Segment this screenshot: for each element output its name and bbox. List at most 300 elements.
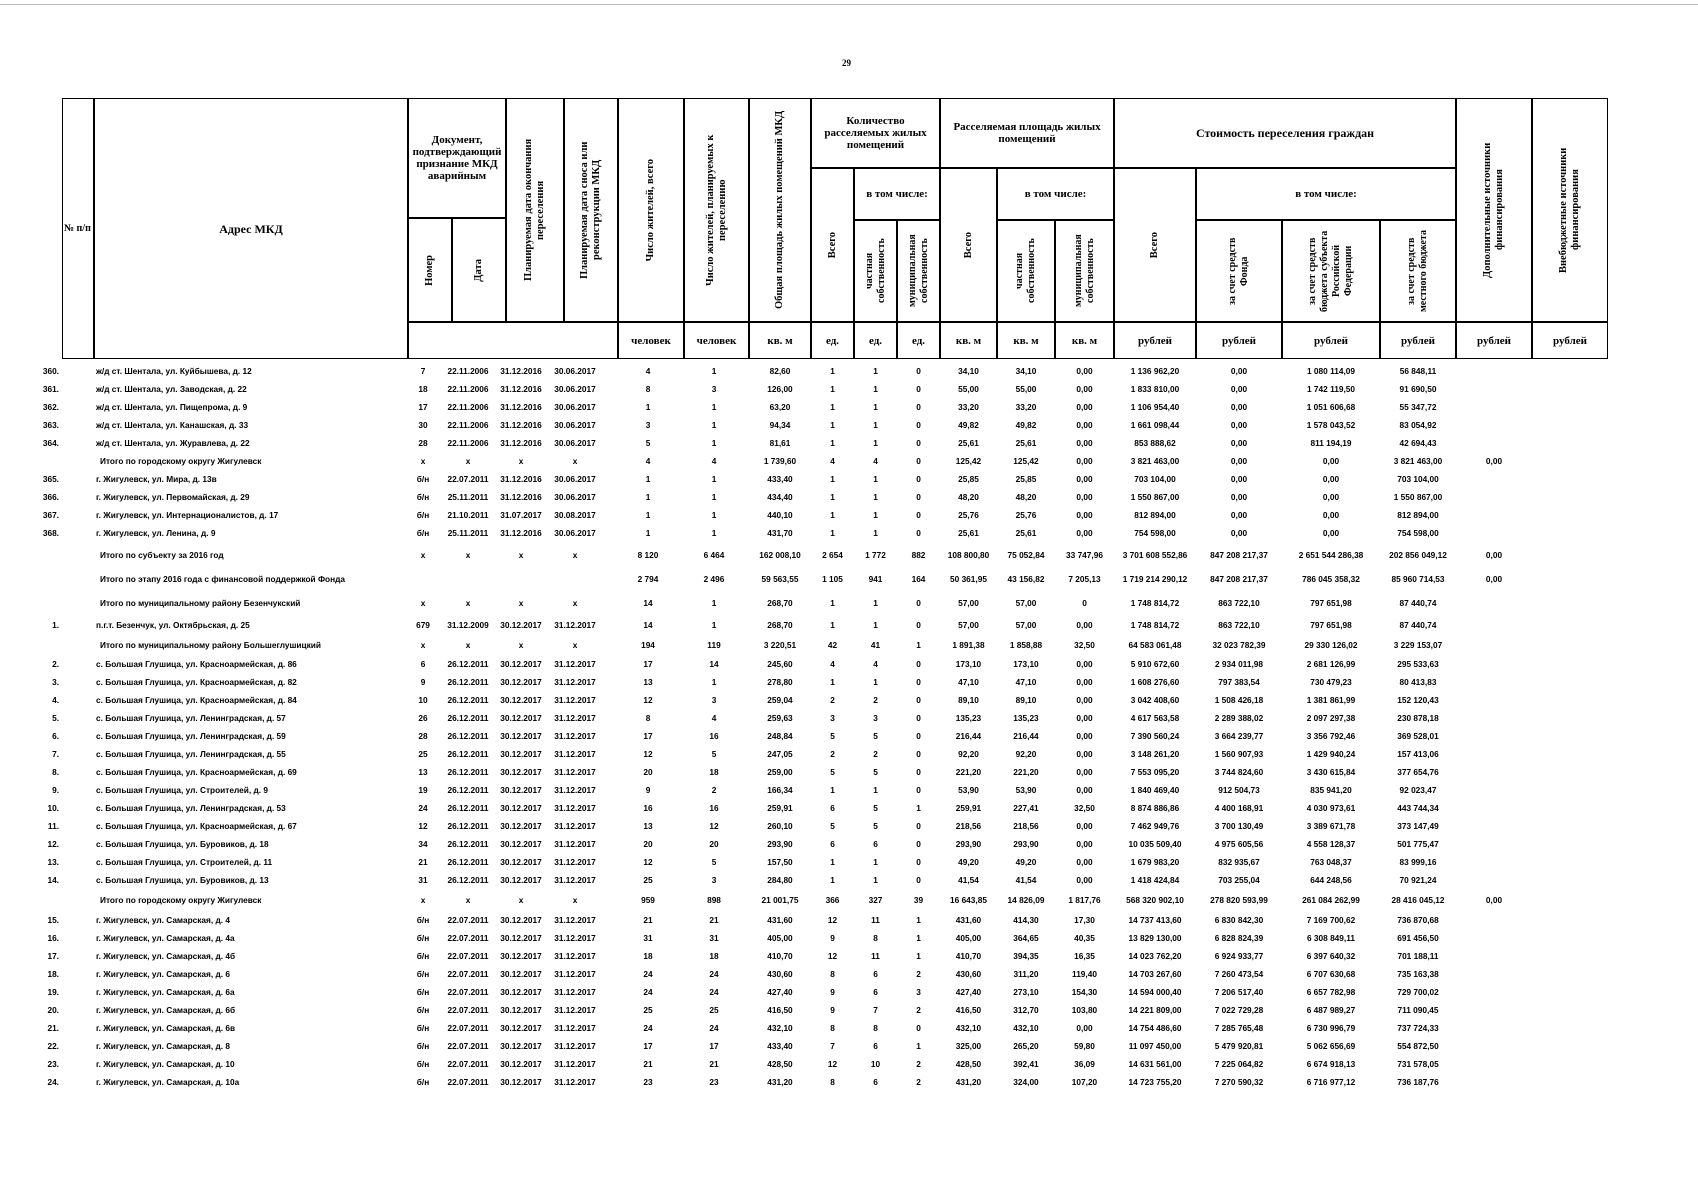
cell-rp: 4 — [711, 456, 717, 466]
cell-cs: 1 051 606,68 — [1306, 402, 1356, 412]
cell-date: 22.07.2011 — [447, 1077, 489, 1087]
cell-cf: 0,00 — [1230, 402, 1248, 412]
cell-cs: 6 397 640,32 — [1306, 951, 1356, 961]
row-address: г. Жигулевск, ул. Самарская, д. 6б — [96, 1005, 236, 1015]
cell-cl: 735 163,38 — [1397, 969, 1439, 979]
row-address: с. Большая Глушица, ул. Буровиков, д. 13 — [96, 875, 269, 885]
cell-pm: 0 — [916, 749, 921, 759]
cell-cs: 811 194,19 — [1310, 438, 1352, 448]
cell-pm: 0 — [916, 366, 921, 376]
cell-at: 325,00 — [955, 1041, 982, 1051]
cell-date: 26.12.2011 — [447, 731, 489, 741]
cell-demo: 31.12.2017 — [554, 987, 596, 997]
cell-cs: 0,00 — [1322, 528, 1340, 538]
table-row — [52, 729, 1622, 747]
cell-pm: 1 — [916, 803, 921, 813]
cell-ta: 260,10 — [767, 821, 793, 831]
cell-date: 22.07.2011 — [447, 915, 489, 925]
cell-ct: 7 462 949,76 — [1130, 821, 1180, 831]
header-cost-total: Всего — [1114, 168, 1196, 322]
row-number: 362. — [42, 402, 59, 412]
cell-ad: 0,00 — [1485, 550, 1503, 560]
cell-end: x — [518, 895, 524, 905]
unit-cost-total: рублей — [1114, 322, 1196, 359]
row-number: 363. — [42, 420, 59, 430]
cell-ct: 1 136 962,20 — [1130, 366, 1180, 376]
cell-pm: 0 — [916, 510, 921, 520]
cell-am: 0,00 — [1076, 474, 1093, 484]
cell-cf: 863 722,10 — [1218, 598, 1260, 608]
table-row — [47, 1039, 1622, 1057]
table-row — [52, 618, 1622, 636]
table-row — [47, 801, 1622, 819]
cell-at: 431,20 — [955, 1077, 982, 1087]
cell-pp: 1 772 — [865, 550, 886, 560]
cell-ta: 245,60 — [767, 659, 793, 669]
cell-no: б/н — [416, 969, 430, 979]
cell-end: 31.12.2016 — [500, 492, 542, 502]
cell-rp: 31 — [709, 933, 719, 943]
cell-date: 26.12.2011 — [447, 857, 489, 867]
row-number: 360. — [42, 366, 59, 376]
cell-ta: 431,20 — [767, 1077, 793, 1087]
cell-cf: 0,00 — [1230, 492, 1248, 502]
cell-pm: 0 — [916, 767, 921, 777]
cell-date: 22.07.2011 — [447, 969, 489, 979]
cell-pp: 6 — [873, 1077, 878, 1087]
cell-end: 30.12.2017 — [500, 785, 542, 795]
cell-pc: 1 — [830, 677, 835, 687]
header-area-resettled: Расселяемая площадь жилых помещений — [940, 98, 1114, 168]
cell-end: 31.07.2017 — [500, 510, 542, 520]
cell-cs: 3 356 792,46 — [1306, 731, 1356, 741]
table-row — [47, 819, 1622, 837]
row-number: 10. — [47, 803, 59, 813]
cell-pp: 1 — [873, 492, 878, 502]
cell-pc: 1 — [830, 438, 835, 448]
cell-rp: 3 — [711, 384, 717, 394]
unit-cost-local: рублей — [1380, 322, 1456, 359]
row-number: 18. — [47, 969, 59, 979]
cell-ct: 5 910 672,60 — [1130, 659, 1180, 669]
cell-cs: 6 657 782,98 — [1306, 987, 1356, 997]
cell-ap: 221,20 — [1013, 767, 1039, 777]
cell-ap: 89,10 — [1015, 695, 1037, 705]
table-row — [47, 985, 1622, 1003]
cell-date: 22.07.2011 — [447, 1005, 489, 1015]
cell-pm: 2 — [916, 969, 921, 979]
cell-pc: 5 — [830, 731, 835, 741]
cell-rt: 17 — [643, 659, 653, 669]
cell-rp: 2 496 — [703, 574, 725, 584]
cell-pp: 1 — [873, 857, 878, 867]
cell-ap: 324,00 — [1013, 1077, 1039, 1087]
cell-demo: 30.06.2017 — [554, 528, 596, 538]
cell-at: 427,40 — [955, 987, 982, 997]
cell-ad: 0,00 — [1485, 574, 1503, 584]
cell-pm: 0 — [916, 695, 921, 705]
cell-date: 22.11.2006 — [447, 384, 489, 394]
cell-rt: 9 — [645, 785, 651, 795]
cell-ap: 33,20 — [1015, 402, 1037, 412]
cell-ct: 568 320 902,10 — [1126, 895, 1184, 905]
cell-at: 41,54 — [958, 875, 979, 885]
cell-at: 1 891,38 — [952, 640, 985, 650]
cell-ta: 1 739,60 — [763, 456, 797, 466]
cell-demo: x — [572, 895, 578, 905]
cell-cf: 6 830 842,30 — [1214, 915, 1264, 925]
cell-rt: 21 — [643, 1059, 653, 1069]
table-total-row — [62, 454, 1622, 472]
cell-demo: x — [572, 550, 578, 560]
cell-rt: 13 — [643, 677, 653, 687]
cell-cl: 230 878,18 — [1397, 713, 1439, 723]
cell-at: 34,10 — [958, 366, 979, 376]
cell-at: 405,00 — [955, 933, 982, 943]
cell-rp: 1 — [711, 620, 717, 630]
total-label: Итого по муниципальному району Большеглушицкий — [100, 640, 321, 650]
cell-at: 55,00 — [958, 384, 979, 394]
cell-ct: 14 723 755,20 — [1128, 1077, 1182, 1087]
cell-cf: 0,00 — [1230, 528, 1248, 538]
cell-pc: 12 — [827, 1059, 838, 1069]
header-cost-fund: за счет средств Фонда — [1196, 220, 1282, 322]
row-number: 22. — [47, 1041, 59, 1051]
cell-date: 26.12.2011 — [447, 659, 489, 669]
row-address: с. Большая Глушица, ул. Красноармейская, д. 67 — [96, 821, 297, 831]
cell-cf: 0,00 — [1230, 474, 1248, 484]
cell-at: 293,90 — [955, 839, 982, 849]
cell-am: 0,00 — [1076, 875, 1093, 885]
cell-at: 48,20 — [958, 492, 979, 502]
cell-end: 30.12.2017 — [500, 839, 542, 849]
cell-pp: 1 — [873, 474, 878, 484]
cell-rp: 1 — [711, 510, 717, 520]
cell-cl: 377 654,76 — [1397, 767, 1439, 777]
cell-at: 57,00 — [958, 620, 979, 630]
cell-no: 30 — [418, 420, 428, 430]
cell-ta: 162 008,10 — [759, 550, 801, 560]
cell-pc: 42 — [827, 640, 838, 650]
header-cost-local: за счет средств местного бюджета — [1380, 220, 1456, 322]
cell-pp: 6 — [873, 987, 878, 997]
cell-cs: 6 487 989,27 — [1306, 1005, 1356, 1015]
cell-demo: 31.12.2017 — [554, 1077, 596, 1087]
cell-pm: 0 — [916, 598, 921, 608]
cell-rp: 21 — [709, 1059, 719, 1069]
cell-pc: 1 — [830, 528, 835, 538]
header-cost: Стоимость переселения граждан — [1114, 98, 1456, 168]
cell-am: 0,00 — [1076, 528, 1093, 538]
cell-cs: 6 707 630,68 — [1306, 969, 1356, 979]
cell-date: 22.07.2011 — [447, 951, 489, 961]
cell-pp: 1 — [873, 620, 878, 630]
cell-am: 1 817,76 — [1068, 895, 1101, 905]
cell-end: x — [518, 640, 524, 650]
cell-cl: 701 188,11 — [1397, 951, 1439, 961]
cell-pp: 11 — [871, 951, 880, 961]
cell-date: 22.07.2011 — [447, 1041, 489, 1051]
total-label: Итого по этапу 2016 года с финансовой поддержкой Фонда — [100, 574, 346, 584]
cell-ap: 273,10 — [1013, 987, 1039, 997]
row-number: 366. — [42, 492, 59, 502]
cell-ct: 4 617 563,58 — [1130, 713, 1180, 723]
table-row — [42, 508, 1622, 526]
cell-rp: 21 — [709, 915, 719, 925]
cell-demo: 31.12.2017 — [554, 713, 596, 723]
cell-ap: 216,44 — [1013, 731, 1039, 741]
cell-ta: 21 001,75 — [761, 895, 799, 905]
header-num: № п/п — [62, 98, 94, 359]
cell-date: x — [465, 598, 471, 608]
cell-date: 26.12.2011 — [447, 803, 489, 813]
cell-ap: 432,10 — [1013, 1023, 1039, 1033]
cell-rt: 17 — [643, 731, 653, 741]
cell-cs: 29 330 126,02 — [1304, 640, 1358, 650]
cell-at: 135,23 — [955, 713, 982, 723]
cell-pp: 5 — [873, 731, 878, 741]
header-residents-planned: Число жителей, планируемых к переселению — [684, 98, 749, 322]
cell-ct: 1 833 810,00 — [1130, 384, 1180, 394]
cell-no: б/н — [416, 474, 430, 484]
cell-pp: 5 — [873, 821, 878, 831]
cell-rp: 1 — [711, 420, 717, 430]
cell-cf: 703 255,04 — [1218, 875, 1260, 885]
cell-am: 0,00 — [1076, 438, 1093, 448]
row-number: 7. — [52, 749, 59, 759]
cell-cl: 295 533,63 — [1397, 659, 1439, 669]
table-total-row — [62, 596, 1622, 614]
cell-rp: 25 — [709, 1005, 719, 1015]
cell-cf: 7 022 729,28 — [1214, 1005, 1264, 1015]
cell-cl: 443 744,34 — [1397, 803, 1439, 813]
cell-ct: 14 221 809,00 — [1128, 1005, 1182, 1015]
cell-demo: x — [572, 640, 578, 650]
cell-pp: 327 — [868, 895, 883, 905]
cell-ct: 1 719 214 290,12 — [1122, 574, 1188, 584]
cell-ap: 312,70 — [1013, 1005, 1039, 1015]
cell-no: 7 — [420, 366, 426, 376]
cell-pm: 0 — [916, 857, 921, 867]
cell-cs: 3 389 671,78 — [1306, 821, 1356, 831]
cell-cl: 92 023,47 — [1399, 785, 1437, 795]
cell-rp: 1 — [711, 366, 717, 376]
cell-cl: 28 416 045,12 — [1391, 895, 1445, 905]
row-number: 11. — [47, 821, 59, 831]
cell-rt: 1 — [645, 510, 651, 520]
table-row — [42, 364, 1622, 382]
cell-rt: 23 — [643, 1077, 653, 1087]
cell-cl: 736 870,68 — [1397, 915, 1439, 925]
cell-am: 0,00 — [1076, 695, 1093, 705]
header-premises-municipal: муниципальная собственность — [897, 220, 940, 322]
table-row — [47, 931, 1622, 949]
cell-pc: 8 — [830, 1023, 835, 1033]
cell-cl: 202 856 049,12 — [1389, 550, 1447, 560]
row-address: г. Жигулевск, ул. Самарская, д. 6в — [96, 1023, 236, 1033]
cell-rp: 1 — [711, 438, 717, 448]
cell-date: x — [465, 640, 471, 650]
cell-ta: 3 220,51 — [763, 640, 797, 650]
table-row — [47, 949, 1622, 967]
cell-rt: 194 — [641, 640, 655, 650]
cell-end: 31.12.2016 — [500, 384, 542, 394]
cell-am: 0,00 — [1076, 402, 1093, 412]
cell-pp: 1 — [873, 384, 878, 394]
cell-at: 259,91 — [955, 803, 982, 813]
cell-am: 119,40 — [1072, 969, 1097, 979]
cell-cl: 554 872,50 — [1397, 1041, 1439, 1051]
cell-ct: 3 701 608 552,86 — [1122, 550, 1188, 560]
unit-premises-municipal: ед. — [897, 322, 940, 359]
row-number: 3. — [52, 677, 59, 687]
cell-demo: 30.06.2017 — [554, 402, 596, 412]
cell-pp: 11 — [871, 915, 880, 925]
table-row — [42, 526, 1622, 544]
cell-end: x — [518, 598, 524, 608]
total-label: Итого по городскому округу Жигулевск — [100, 895, 262, 905]
cell-am: 0,00 — [1076, 510, 1093, 520]
cell-cf: 6 924 933,77 — [1214, 951, 1264, 961]
row-address: г. Жигулевск, ул. Мира, д. 13в — [96, 474, 217, 484]
row-address: п.г.т. Безенчук, ул. Октябрьская, д. 25 — [96, 620, 250, 630]
cell-ct: 812 894,00 — [1134, 510, 1176, 520]
cell-cf: 0,00 — [1230, 438, 1248, 448]
cell-pp: 1 — [873, 875, 878, 885]
cell-ad: 0,00 — [1485, 456, 1503, 466]
cell-rp: 6 464 — [703, 550, 725, 560]
cell-cf: 7 260 473,54 — [1214, 969, 1264, 979]
cell-pc: 1 — [830, 366, 835, 376]
cell-am: 0,00 — [1076, 420, 1093, 430]
cell-rp: 23 — [709, 1077, 719, 1087]
cell-rt: 12 — [643, 695, 653, 705]
cell-demo: 31.12.2017 — [554, 749, 596, 759]
unit-extrabudget: рублей — [1532, 322, 1608, 359]
row-number: 2. — [52, 659, 59, 669]
cell-cl: 87 440,74 — [1399, 620, 1437, 630]
cell-cl: 157 413,06 — [1397, 749, 1439, 759]
cell-cl: 737 724,33 — [1397, 1023, 1439, 1033]
cell-pm: 0 — [916, 677, 921, 687]
cell-am: 0,00 — [1076, 731, 1093, 741]
cell-no: 18 — [418, 384, 428, 394]
table-row — [47, 913, 1622, 931]
cell-cs: 0,00 — [1322, 510, 1340, 520]
cell-pm: 0 — [916, 785, 921, 795]
table-total-row — [62, 638, 1622, 656]
table-row — [42, 436, 1622, 454]
cell-am: 0,00 — [1076, 677, 1093, 687]
cell-cl: 70 921,24 — [1399, 875, 1437, 885]
cell-cs: 644 248,56 — [1310, 875, 1352, 885]
cell-cs: 786 045 358,32 — [1302, 574, 1360, 584]
cell-no: б/н — [416, 528, 430, 538]
cell-rt: 25 — [643, 875, 653, 885]
cell-end: 30.12.2017 — [500, 1005, 542, 1015]
cell-date: 26.12.2011 — [447, 839, 489, 849]
cell-date: 26.12.2011 — [447, 695, 489, 705]
cell-pm: 0 — [916, 420, 921, 430]
total-label: Итого по муниципальному району Безенчукский — [100, 598, 301, 608]
cell-pc: 4 — [830, 659, 835, 669]
table-row — [52, 711, 1622, 729]
cell-ta: 94,34 — [769, 420, 791, 430]
cell-ct: 1 748 814,72 — [1130, 620, 1180, 630]
cell-rt: 17 — [643, 1041, 653, 1051]
cell-pm: 0 — [916, 528, 921, 538]
cell-pp: 6 — [873, 1041, 878, 1051]
cell-ap: 392,41 — [1013, 1059, 1039, 1069]
cell-pm: 0 — [916, 474, 921, 484]
cell-no: б/н — [416, 915, 430, 925]
cell-no: 17 — [418, 402, 428, 412]
cell-ta: 157,50 — [767, 857, 793, 867]
cell-no: 26 — [418, 713, 428, 723]
cell-end: 30.12.2017 — [500, 1059, 542, 1069]
cell-ap: 14 826,09 — [1007, 895, 1045, 905]
cell-at: 108 800,80 — [947, 550, 990, 560]
cell-no: б/н — [416, 1041, 430, 1051]
cell-at: 25,76 — [958, 510, 979, 520]
cell-am: 0,00 — [1076, 713, 1093, 723]
cell-pc: 6 — [830, 803, 835, 813]
unit-area-municipal: кв. м — [1055, 322, 1114, 359]
row-number: 365. — [42, 474, 59, 484]
cell-ap: 41,54 — [1015, 875, 1037, 885]
cell-date: 26.12.2011 — [447, 677, 489, 687]
cell-pm: 1 — [916, 640, 921, 650]
header-premises-count: Количество расселяемых жилых помещений — [811, 98, 940, 168]
cell-pm: 39 — [913, 895, 924, 905]
cell-at: 92,20 — [958, 749, 979, 759]
cell-cl: 373 147,49 — [1397, 821, 1439, 831]
cell-cf: 3 744 824,60 — [1214, 767, 1264, 777]
cell-ct: 1 748 814,72 — [1130, 598, 1180, 608]
cell-cs: 763 048,37 — [1310, 857, 1352, 867]
table-row — [47, 1075, 1622, 1093]
cell-pc: 7 — [830, 1041, 835, 1051]
row-number: 364. — [42, 438, 59, 448]
cell-end: 30.12.2017 — [500, 1077, 542, 1087]
cell-rt: 13 — [643, 821, 653, 831]
cell-cf: 0,00 — [1230, 510, 1248, 520]
cell-ap: 311,20 — [1013, 969, 1039, 979]
cell-cf: 797 383,54 — [1218, 677, 1260, 687]
cell-ap: 364,65 — [1013, 933, 1039, 943]
cell-pm: 0 — [916, 713, 921, 723]
cell-cl: 812 894,00 — [1397, 510, 1439, 520]
cell-end: 30.12.2017 — [500, 1041, 542, 1051]
header-area-total: Всего — [940, 168, 997, 322]
cell-cl: 87 440,74 — [1399, 598, 1437, 608]
cell-end: 30.12.2017 — [500, 749, 542, 759]
cell-demo: 31.12.2017 — [554, 803, 596, 813]
cell-end: 30.12.2017 — [500, 821, 542, 831]
cell-date: 22.07.2011 — [447, 933, 489, 943]
cell-pc: 1 — [830, 785, 835, 795]
cell-ap: 57,00 — [1015, 620, 1037, 630]
cell-pm: 1 — [916, 933, 921, 943]
cell-ta: 284,80 — [767, 875, 793, 885]
cell-pp: 6 — [873, 969, 878, 979]
cell-cf: 2 934 011,98 — [1215, 659, 1263, 669]
cell-rp: 24 — [709, 1023, 719, 1033]
cell-no: 25 — [418, 749, 428, 759]
cell-cs: 0,00 — [1322, 456, 1340, 466]
cell-no: б/н — [416, 1005, 430, 1015]
cell-rp: 24 — [709, 969, 719, 979]
